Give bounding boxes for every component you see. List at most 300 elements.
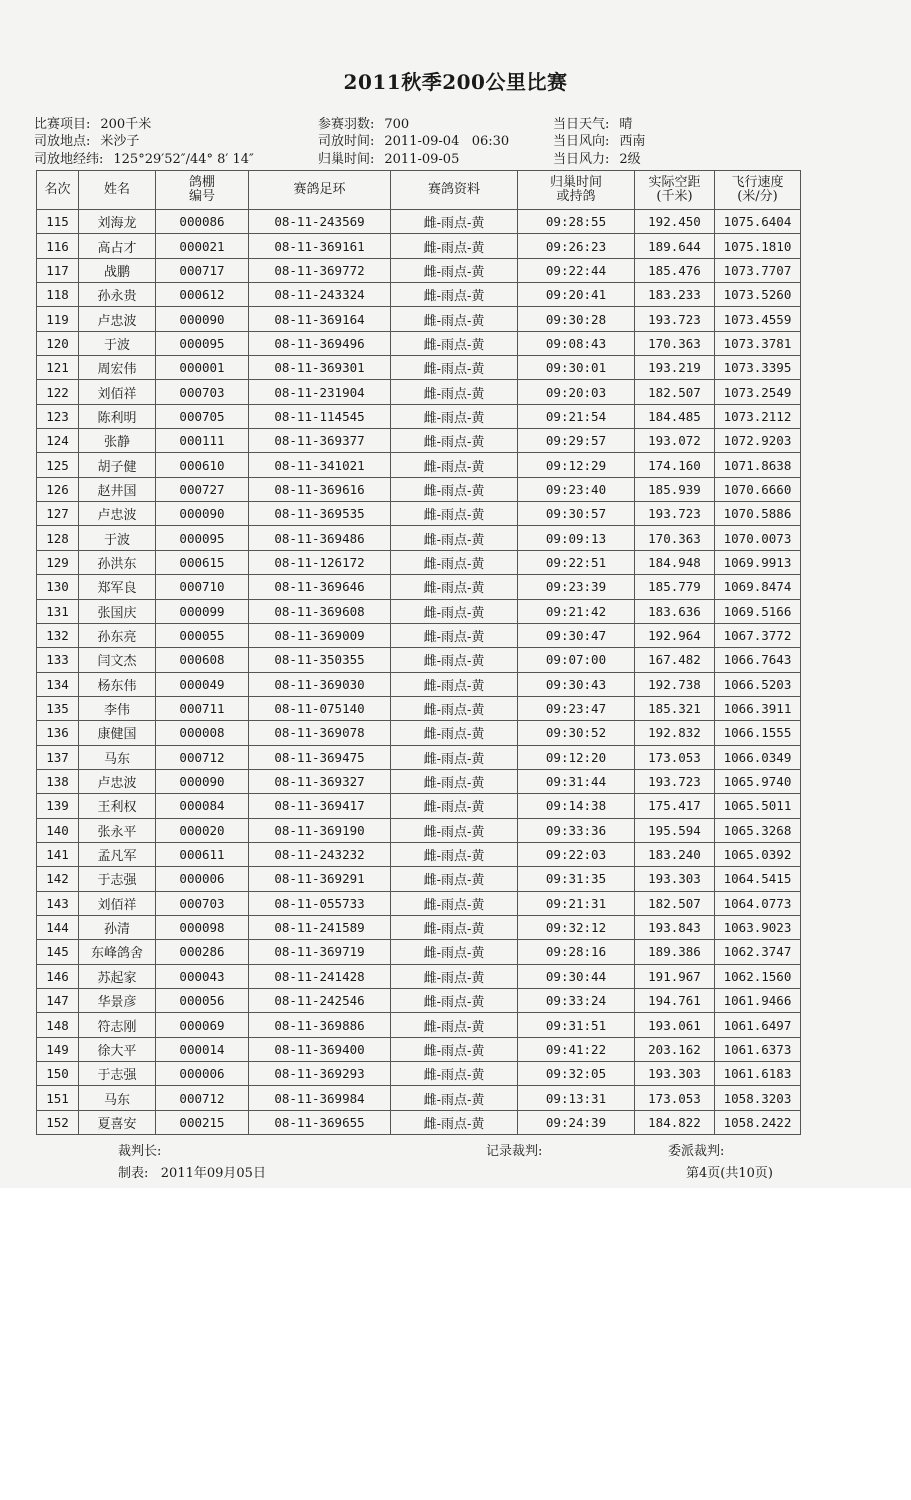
cell-name: 于志强 xyxy=(79,867,156,891)
table-row xyxy=(37,769,801,793)
cell-pigeon: 雌-雨点-黄 xyxy=(391,964,518,988)
cell-rank: 131 xyxy=(37,599,79,623)
col-header-name: 姓名 xyxy=(79,171,156,210)
cell-name: 孟凡军 xyxy=(79,842,156,866)
cell-name: 陈利明 xyxy=(79,404,156,428)
cell-speed: 1069.8474 xyxy=(715,575,801,599)
cell-time: 09:23:47 xyxy=(518,696,635,720)
cell-distance: 189.644 xyxy=(635,234,715,258)
cell-time: 09:24:39 xyxy=(518,1110,635,1134)
cell-distance: 193.723 xyxy=(635,502,715,526)
cell-rank: 138 xyxy=(37,769,79,793)
cell-rank: 124 xyxy=(37,429,79,453)
cell-pigeon: 雌-雨点-黄 xyxy=(391,477,518,501)
cell-rank: 128 xyxy=(37,526,79,550)
cell-pigeon: 雌-雨点-黄 xyxy=(391,915,518,939)
cell-pigeon: 雌-雨点-黄 xyxy=(391,283,518,307)
cell-pigeon: 雌-雨点-黄 xyxy=(391,599,518,623)
table-row xyxy=(37,696,801,720)
cell-rank: 148 xyxy=(37,1013,79,1037)
table-row xyxy=(37,307,801,331)
cell-speed: 1073.3395 xyxy=(715,356,801,380)
table-row xyxy=(37,842,801,866)
cell-name: 孙永贵 xyxy=(79,283,156,307)
cell-time: 09:21:31 xyxy=(518,891,635,915)
cell-pigeon: 雌-雨点-黄 xyxy=(391,404,518,428)
table-row xyxy=(37,794,801,818)
cell-name: 闫文杰 xyxy=(79,648,156,672)
info-location xyxy=(34,133,139,151)
cell-rank: 132 xyxy=(37,623,79,647)
cell-ring: 08-11-350355 xyxy=(249,648,391,672)
cell-speed: 1063.9023 xyxy=(715,915,801,939)
cell-loft: 000286 xyxy=(156,940,249,964)
footer-chief-judge: 裁判长: xyxy=(118,1144,162,1159)
header-line: 实际空距 xyxy=(648,175,701,190)
cell-pigeon: 雌-雨点-黄 xyxy=(391,989,518,1013)
cell-rank: 137 xyxy=(37,745,79,769)
cell-distance: 192.964 xyxy=(635,623,715,647)
cell-ring: 08-11-243569 xyxy=(249,210,391,234)
table-row xyxy=(37,404,801,428)
cell-time: 09:20:41 xyxy=(518,283,635,307)
cell-time: 09:31:44 xyxy=(518,769,635,793)
cell-loft: 000717 xyxy=(156,258,249,282)
cell-name: 李伟 xyxy=(79,696,156,720)
cell-ring: 08-11-369377 xyxy=(249,429,391,453)
cell-loft: 000608 xyxy=(156,648,249,672)
col-header-speed xyxy=(715,171,801,210)
info-label: 司放地点: xyxy=(34,134,91,149)
cell-distance: 173.053 xyxy=(635,1086,715,1110)
cell-speed: 1065.5011 xyxy=(715,794,801,818)
cell-name: 华景彦 xyxy=(79,989,156,1013)
cell-rank: 125 xyxy=(37,453,79,477)
cell-time: 09:09:13 xyxy=(518,526,635,550)
cell-time: 09:29:57 xyxy=(518,429,635,453)
cell-speed: 1058.3203 xyxy=(715,1086,801,1110)
cell-name: 刘佰祥 xyxy=(79,891,156,915)
cell-pigeon: 雌-雨点-黄 xyxy=(391,672,518,696)
cell-ring: 08-11-369293 xyxy=(249,1062,391,1086)
header-line: 归巢时间 xyxy=(549,175,602,190)
cell-loft: 000008 xyxy=(156,721,249,745)
cell-ring: 08-11-369190 xyxy=(249,818,391,842)
cell-name: 孙清 xyxy=(79,915,156,939)
cell-loft: 000712 xyxy=(156,1086,249,1110)
cell-ring: 08-11-242546 xyxy=(249,989,391,1013)
info-label: 司放时间: xyxy=(318,134,375,149)
info-label: 当日风力: xyxy=(553,152,610,167)
table-row xyxy=(37,1062,801,1086)
cell-ring: 08-11-369646 xyxy=(249,575,391,599)
cell-name: 王利权 xyxy=(79,794,156,818)
cell-speed: 1069.9913 xyxy=(715,550,801,574)
cell-distance: 182.507 xyxy=(635,891,715,915)
cell-speed: 1062.3747 xyxy=(715,940,801,964)
col-header-time xyxy=(518,171,635,210)
cell-ring: 08-11-369886 xyxy=(249,1013,391,1037)
cell-pigeon: 雌-雨点-黄 xyxy=(391,1062,518,1086)
cell-pigeon: 雌-雨点-黄 xyxy=(391,258,518,282)
table-row xyxy=(37,818,801,842)
cell-speed: 1075.1810 xyxy=(715,234,801,258)
cell-speed: 1073.7707 xyxy=(715,258,801,282)
cell-distance: 195.594 xyxy=(635,818,715,842)
cell-name: 刘海龙 xyxy=(79,210,156,234)
cell-time: 09:08:43 xyxy=(518,331,635,355)
cell-ring: 08-11-126172 xyxy=(249,550,391,574)
cell-distance: 184.822 xyxy=(635,1110,715,1134)
cell-speed: 1065.9740 xyxy=(715,769,801,793)
cell-ring: 08-11-243324 xyxy=(249,283,391,307)
cell-speed: 1071.8638 xyxy=(715,453,801,477)
cell-loft: 000611 xyxy=(156,842,249,866)
cell-loft: 000095 xyxy=(156,331,249,355)
cell-loft: 000727 xyxy=(156,477,249,501)
cell-loft: 000043 xyxy=(156,964,249,988)
cell-speed: 1064.5415 xyxy=(715,867,801,891)
cell-distance: 185.321 xyxy=(635,696,715,720)
table-row xyxy=(37,915,801,939)
cell-pigeon: 雌-雨点-黄 xyxy=(391,526,518,550)
cell-ring: 08-11-369009 xyxy=(249,623,391,647)
cell-speed: 1070.5886 xyxy=(715,502,801,526)
cell-ring: 08-11-369301 xyxy=(249,356,391,380)
cell-loft: 000703 xyxy=(156,380,249,404)
cell-ring: 08-11-369772 xyxy=(249,258,391,282)
table-row xyxy=(37,745,801,769)
cell-time: 09:30:52 xyxy=(518,721,635,745)
table-row xyxy=(37,331,801,355)
info-value: 2011-09-05 xyxy=(384,152,460,167)
cell-pigeon: 雌-雨点-黄 xyxy=(391,1013,518,1037)
cell-distance: 182.507 xyxy=(635,380,715,404)
cell-distance: 193.061 xyxy=(635,1013,715,1037)
cell-name: 卢忠波 xyxy=(79,307,156,331)
cell-distance: 193.303 xyxy=(635,1062,715,1086)
cell-time: 09:21:54 xyxy=(518,404,635,428)
cell-loft: 000001 xyxy=(156,356,249,380)
cell-name: 张永平 xyxy=(79,818,156,842)
cell-time: 09:31:35 xyxy=(518,867,635,891)
cell-distance: 184.485 xyxy=(635,404,715,428)
cell-name: 于波 xyxy=(79,331,156,355)
cell-time: 09:26:23 xyxy=(518,234,635,258)
cell-name: 于志强 xyxy=(79,1062,156,1086)
cell-name: 张静 xyxy=(79,429,156,453)
info-value: 2011-09-04 06:30 xyxy=(384,134,510,149)
col-header-rank: 名次 xyxy=(37,171,79,210)
info-value: 西南 xyxy=(619,134,646,149)
cell-ring: 08-11-243232 xyxy=(249,842,391,866)
cell-rank: 144 xyxy=(37,915,79,939)
cell-ring: 08-11-241589 xyxy=(249,915,391,939)
cell-loft: 000099 xyxy=(156,599,249,623)
cell-rank: 147 xyxy=(37,989,79,1013)
table-row xyxy=(37,258,801,282)
cell-ring: 08-11-369400 xyxy=(249,1037,391,1061)
cell-rank: 133 xyxy=(37,648,79,672)
cell-time: 09:33:24 xyxy=(518,989,635,1013)
cell-name: 郑军良 xyxy=(79,575,156,599)
info-entries xyxy=(318,116,409,134)
cell-distance: 184.948 xyxy=(635,550,715,574)
cell-speed: 1067.3772 xyxy=(715,623,801,647)
cell-loft: 000710 xyxy=(156,575,249,599)
cell-time: 09:31:51 xyxy=(518,1013,635,1037)
cell-loft: 000069 xyxy=(156,1013,249,1037)
info-wind-direction xyxy=(553,133,645,151)
cell-ring: 08-11-369616 xyxy=(249,477,391,501)
cell-pigeon: 雌-雨点-黄 xyxy=(391,721,518,745)
cell-speed: 1064.0773 xyxy=(715,891,801,915)
cell-rank: 119 xyxy=(37,307,79,331)
info-weather xyxy=(553,116,632,134)
cell-pigeon: 雌-雨点-黄 xyxy=(391,696,518,720)
cell-time: 09:12:20 xyxy=(518,745,635,769)
cell-rank: 134 xyxy=(37,672,79,696)
table-row xyxy=(37,1110,801,1134)
info-label: 参赛羽数: xyxy=(318,117,375,132)
table-row xyxy=(37,891,801,915)
cell-distance: 192.450 xyxy=(635,210,715,234)
cell-time: 09:13:31 xyxy=(518,1086,635,1110)
cell-ring: 08-11-114545 xyxy=(249,404,391,428)
cell-time: 09:30:44 xyxy=(518,964,635,988)
header-line: (米/分) xyxy=(737,189,778,204)
cell-distance: 185.779 xyxy=(635,575,715,599)
cell-rank: 151 xyxy=(37,1086,79,1110)
cell-time: 09:23:39 xyxy=(518,575,635,599)
cell-loft: 000095 xyxy=(156,526,249,550)
cell-speed: 1073.5260 xyxy=(715,283,801,307)
cell-time: 09:30:43 xyxy=(518,672,635,696)
cell-rank: 120 xyxy=(37,331,79,355)
cell-pigeon: 雌-雨点-黄 xyxy=(391,769,518,793)
cell-loft: 000055 xyxy=(156,623,249,647)
info-release-time xyxy=(318,133,509,151)
cell-pigeon: 雌-雨点-黄 xyxy=(391,1110,518,1134)
table-row xyxy=(37,429,801,453)
cell-pigeon: 雌-雨点-黄 xyxy=(391,940,518,964)
cell-distance: 183.233 xyxy=(635,283,715,307)
cell-time: 09:21:42 xyxy=(518,599,635,623)
table-row xyxy=(37,940,801,964)
cell-name: 胡子健 xyxy=(79,453,156,477)
cell-pigeon: 雌-雨点-黄 xyxy=(391,307,518,331)
cell-speed: 1065.0392 xyxy=(715,842,801,866)
cell-pigeon: 雌-雨点-黄 xyxy=(391,648,518,672)
cell-loft: 000098 xyxy=(156,915,249,939)
cell-speed: 1066.5203 xyxy=(715,672,801,696)
cell-rank: 129 xyxy=(37,550,79,574)
cell-name: 孙洪东 xyxy=(79,550,156,574)
table-row xyxy=(37,672,801,696)
cell-ring: 08-11-369496 xyxy=(249,331,391,355)
footer-page-number: 第4页(共10页) xyxy=(686,1166,773,1181)
cell-pigeon: 雌-雨点-黄 xyxy=(391,550,518,574)
cell-name: 东峰鸽舍 xyxy=(79,940,156,964)
cell-speed: 1072.9203 xyxy=(715,429,801,453)
cell-ring: 08-11-369291 xyxy=(249,867,391,891)
cell-loft: 000006 xyxy=(156,867,249,891)
cell-loft: 000006 xyxy=(156,1062,249,1086)
cell-loft: 000703 xyxy=(156,891,249,915)
cell-speed: 1070.0073 xyxy=(715,526,801,550)
cell-ring: 08-11-369327 xyxy=(249,769,391,793)
cell-name: 卢忠波 xyxy=(79,769,156,793)
cell-name: 孙东亮 xyxy=(79,623,156,647)
cell-speed: 1075.6404 xyxy=(715,210,801,234)
cell-ring: 08-11-369535 xyxy=(249,502,391,526)
table-row xyxy=(37,623,801,647)
info-value: 晴 xyxy=(619,117,633,132)
info-return-time xyxy=(318,151,459,169)
cell-loft: 000615 xyxy=(156,550,249,574)
info-value: 200千米 xyxy=(100,117,152,132)
cell-rank: 145 xyxy=(37,940,79,964)
cell-distance: 193.843 xyxy=(635,915,715,939)
cell-rank: 150 xyxy=(37,1062,79,1086)
cell-speed: 1061.6497 xyxy=(715,1013,801,1037)
cell-pigeon: 雌-雨点-黄 xyxy=(391,453,518,477)
cell-time: 09:28:55 xyxy=(518,210,635,234)
cell-loft: 000084 xyxy=(156,794,249,818)
cell-ring: 08-11-369030 xyxy=(249,672,391,696)
cell-time: 09:32:05 xyxy=(518,1062,635,1086)
cell-speed: 1066.7643 xyxy=(715,648,801,672)
table-row xyxy=(37,1013,801,1037)
cell-distance: 189.386 xyxy=(635,940,715,964)
cell-pigeon: 雌-雨点-黄 xyxy=(391,210,518,234)
info-value: 米沙子 xyxy=(100,134,140,149)
cell-distance: 193.219 xyxy=(635,356,715,380)
cell-time: 09:41:22 xyxy=(518,1037,635,1061)
cell-speed: 1058.2422 xyxy=(715,1110,801,1134)
cell-ring: 08-11-369078 xyxy=(249,721,391,745)
cell-name: 于波 xyxy=(79,526,156,550)
info-coords xyxy=(34,151,254,169)
footer-prepared-date: 制表: 2011年09月05日 xyxy=(118,1166,266,1181)
cell-speed: 1070.6660 xyxy=(715,477,801,501)
cell-rank: 117 xyxy=(37,258,79,282)
cell-distance: 192.738 xyxy=(635,672,715,696)
cell-loft: 000711 xyxy=(156,696,249,720)
cell-rank: 140 xyxy=(37,818,79,842)
cell-ring: 08-11-341021 xyxy=(249,453,391,477)
cell-distance: 193.072 xyxy=(635,429,715,453)
cell-loft: 000612 xyxy=(156,283,249,307)
cell-time: 09:20:03 xyxy=(518,380,635,404)
info-label: 比赛项目: xyxy=(34,117,91,132)
cell-time: 09:07:00 xyxy=(518,648,635,672)
cell-name: 周宏伟 xyxy=(79,356,156,380)
cell-rank: 139 xyxy=(37,794,79,818)
cell-pigeon: 雌-雨点-黄 xyxy=(391,818,518,842)
cell-distance: 185.939 xyxy=(635,477,715,501)
cell-rank: 123 xyxy=(37,404,79,428)
cell-name: 夏喜安 xyxy=(79,1110,156,1134)
cell-pigeon: 雌-雨点-黄 xyxy=(391,234,518,258)
cell-time: 09:28:16 xyxy=(518,940,635,964)
cell-distance: 185.476 xyxy=(635,258,715,282)
cell-loft: 000111 xyxy=(156,429,249,453)
cell-pigeon: 雌-雨点-黄 xyxy=(391,380,518,404)
cell-speed: 1065.3268 xyxy=(715,818,801,842)
info-label: 当日天气: xyxy=(553,117,610,132)
table-row xyxy=(37,356,801,380)
cell-rank: 116 xyxy=(37,234,79,258)
col-header-pigeon: 赛鸽资料 xyxy=(391,171,518,210)
footer-recorder: 记录裁判: xyxy=(486,1144,543,1159)
cell-loft: 000610 xyxy=(156,453,249,477)
table-row xyxy=(37,867,801,891)
table-row xyxy=(37,380,801,404)
cell-pigeon: 雌-雨点-黄 xyxy=(391,794,518,818)
col-header-ring: 赛鸽足环 xyxy=(249,171,391,210)
cell-speed: 1062.1560 xyxy=(715,964,801,988)
table-row xyxy=(37,1037,801,1061)
cell-pigeon: 雌-雨点-黄 xyxy=(391,1086,518,1110)
info-label: 当日风向: xyxy=(553,134,610,149)
cell-speed: 1061.6183 xyxy=(715,1062,801,1086)
cell-name: 马东 xyxy=(79,745,156,769)
cell-pigeon: 雌-雨点-黄 xyxy=(391,356,518,380)
cell-loft: 000014 xyxy=(156,1037,249,1061)
cell-ring: 08-11-369417 xyxy=(249,794,391,818)
footer-assigned-judge: 委派裁判: xyxy=(668,1144,725,1159)
table-row xyxy=(37,599,801,623)
cell-ring: 08-11-369486 xyxy=(249,526,391,550)
table-row xyxy=(37,648,801,672)
cell-ring: 08-11-369655 xyxy=(249,1110,391,1134)
page-title: 2011秋季200公里比赛 xyxy=(343,70,568,94)
cell-time: 09:30:01 xyxy=(518,356,635,380)
table-row xyxy=(37,210,801,234)
cell-pigeon: 雌-雨点-黄 xyxy=(391,867,518,891)
cell-distance: 170.363 xyxy=(635,526,715,550)
cell-pigeon: 雌-雨点-黄 xyxy=(391,1037,518,1061)
cell-time: 09:30:57 xyxy=(518,502,635,526)
table-row xyxy=(37,721,801,745)
col-header-distance xyxy=(635,171,715,210)
cell-speed: 1073.2549 xyxy=(715,380,801,404)
cell-distance: 194.761 xyxy=(635,989,715,1013)
cell-rank: 118 xyxy=(37,283,79,307)
cell-name: 符志刚 xyxy=(79,1013,156,1037)
cell-loft: 000049 xyxy=(156,672,249,696)
cell-name: 高占才 xyxy=(79,234,156,258)
cell-time: 09:30:28 xyxy=(518,307,635,331)
cell-pigeon: 雌-雨点-黄 xyxy=(391,842,518,866)
cell-name: 卢忠波 xyxy=(79,502,156,526)
cell-rank: 146 xyxy=(37,964,79,988)
header-line: 鸽棚 xyxy=(188,175,215,190)
cell-name: 赵井国 xyxy=(79,477,156,501)
cell-time: 09:22:44 xyxy=(518,258,635,282)
table-row xyxy=(37,283,801,307)
info-label: 归巢时间: xyxy=(318,152,375,167)
table-header-row xyxy=(37,171,801,210)
cell-rank: 135 xyxy=(37,696,79,720)
cell-ring: 08-11-055733 xyxy=(249,891,391,915)
cell-loft: 000215 xyxy=(156,1110,249,1134)
cell-speed: 1073.3781 xyxy=(715,331,801,355)
cell-loft: 000086 xyxy=(156,210,249,234)
info-wind-force xyxy=(553,151,641,169)
cell-speed: 1069.5166 xyxy=(715,599,801,623)
